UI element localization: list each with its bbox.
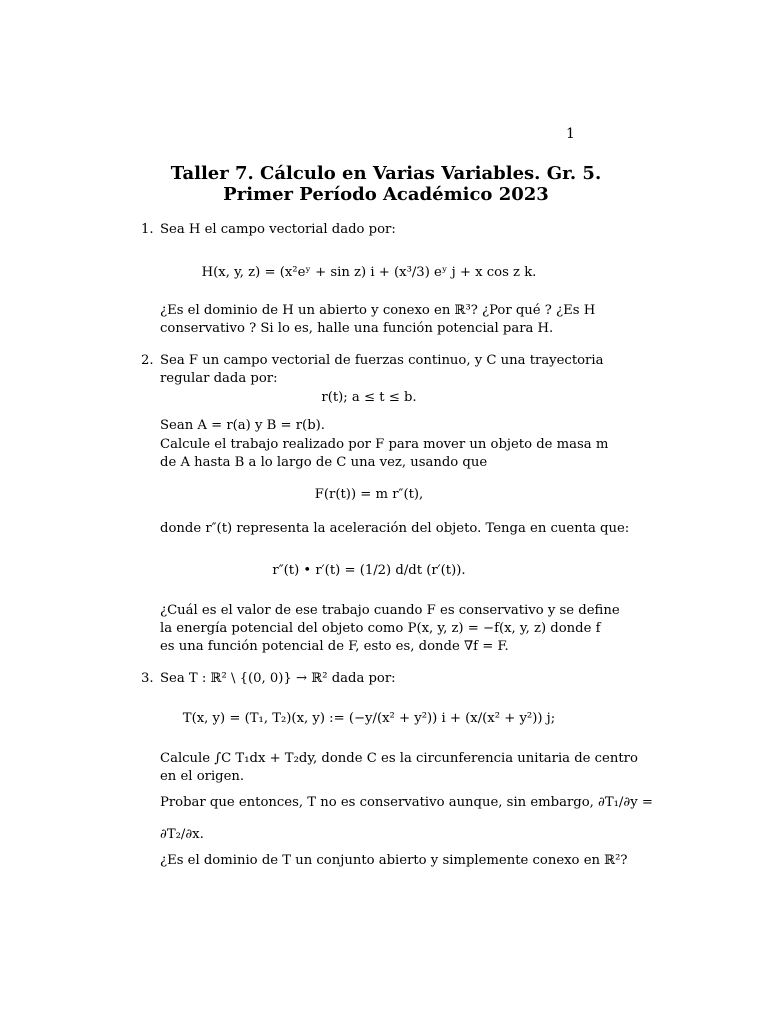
p1-question-line-1: ¿Es el dominio de H un abierto y conexo en ℝ³? ¿Por qué ? ¿Es H (160, 303, 596, 318)
page-number: 1 (566, 126, 575, 142)
p2-work-line-2: de A hasta B a lo largo de C una vez, usando que (160, 455, 488, 470)
p2-points: Sean A = r(a) y B = r(b). (160, 418, 325, 433)
p2-question-line-1: ¿Cuál es el valor de ese trabajo cuando F es conservativo y se define (160, 603, 620, 618)
p1-intro: Sea H el campo vectorial dado por: (160, 222, 396, 237)
item-number-3: 3. (141, 671, 154, 686)
item-number-2: 2. (141, 353, 154, 368)
p3-intro: Sea T : ℝ² \ {(0, 0)} → ℝ² dada por: (160, 671, 396, 686)
p3-calc-line-1: Calcule ∫C T₁dx + T₂dy, donde C es la circunferencia unitaria de centro (160, 751, 638, 766)
p2-newton-equation: F(r(t)) = m r″(t), (314, 487, 424, 502)
p3-prove-line-2: ∂T₂/∂x. (160, 827, 204, 842)
title-line-2: Primer Período Académico 2023 (223, 184, 549, 205)
p3-prove-line-1: Probar que entonces, T no es conservativo aunque, sin embargo, ∂T₁/∂y = (160, 795, 653, 810)
p2-curve: r(t); a ≤ t ≤ b. (321, 390, 417, 405)
p1-question-line-2: conservativo ? Si lo es, halle una función potencial para H. (160, 321, 554, 336)
p2-identity-equation: r″(t) • r′(t) = (1/2) d/dt (r′(t)). (272, 563, 466, 578)
p3-calc-line-2: en el origen. (160, 769, 245, 784)
p2-intro-line-1: Sea F un campo vectorial de fuerzas continuo, y C una trayectoria (160, 353, 604, 368)
p2-work-line-1: Calcule el trabajo realizado por F para mover un objeto de masa m (160, 437, 609, 452)
item-number-1: 1. (141, 222, 154, 237)
title-line-1: Taller 7. Cálculo en Varias Variables. Gr. 5. (170, 163, 602, 184)
p3-domain-question: ¿Es el dominio de T un conjunto abierto y simplemente conexo en ℝ²? (160, 853, 628, 868)
p2-question-line-2: la energía potencial del objeto como P(x, y, z) = −f(x, y, z) donde f (160, 621, 601, 636)
p3-equation: T(x, y) = (T₁, T₂)(x, y) := (−y/(x² + y²)) i + (x/(x² + y²)) j; (182, 711, 556, 726)
p2-question-line-3: es una función potencial de F, esto es, donde ∇f = F. (160, 639, 509, 654)
p2-acceleration-text: donde r″(t) representa la aceleración del objeto. Tenga en cuenta que: (160, 521, 630, 536)
p2-intro-line-2: regular dada por: (160, 371, 278, 386)
p1-equation: H(x, y, z) = (x²eʸ + sin z) i + (x³/3) eʸ j + x cos z k. (201, 265, 537, 280)
